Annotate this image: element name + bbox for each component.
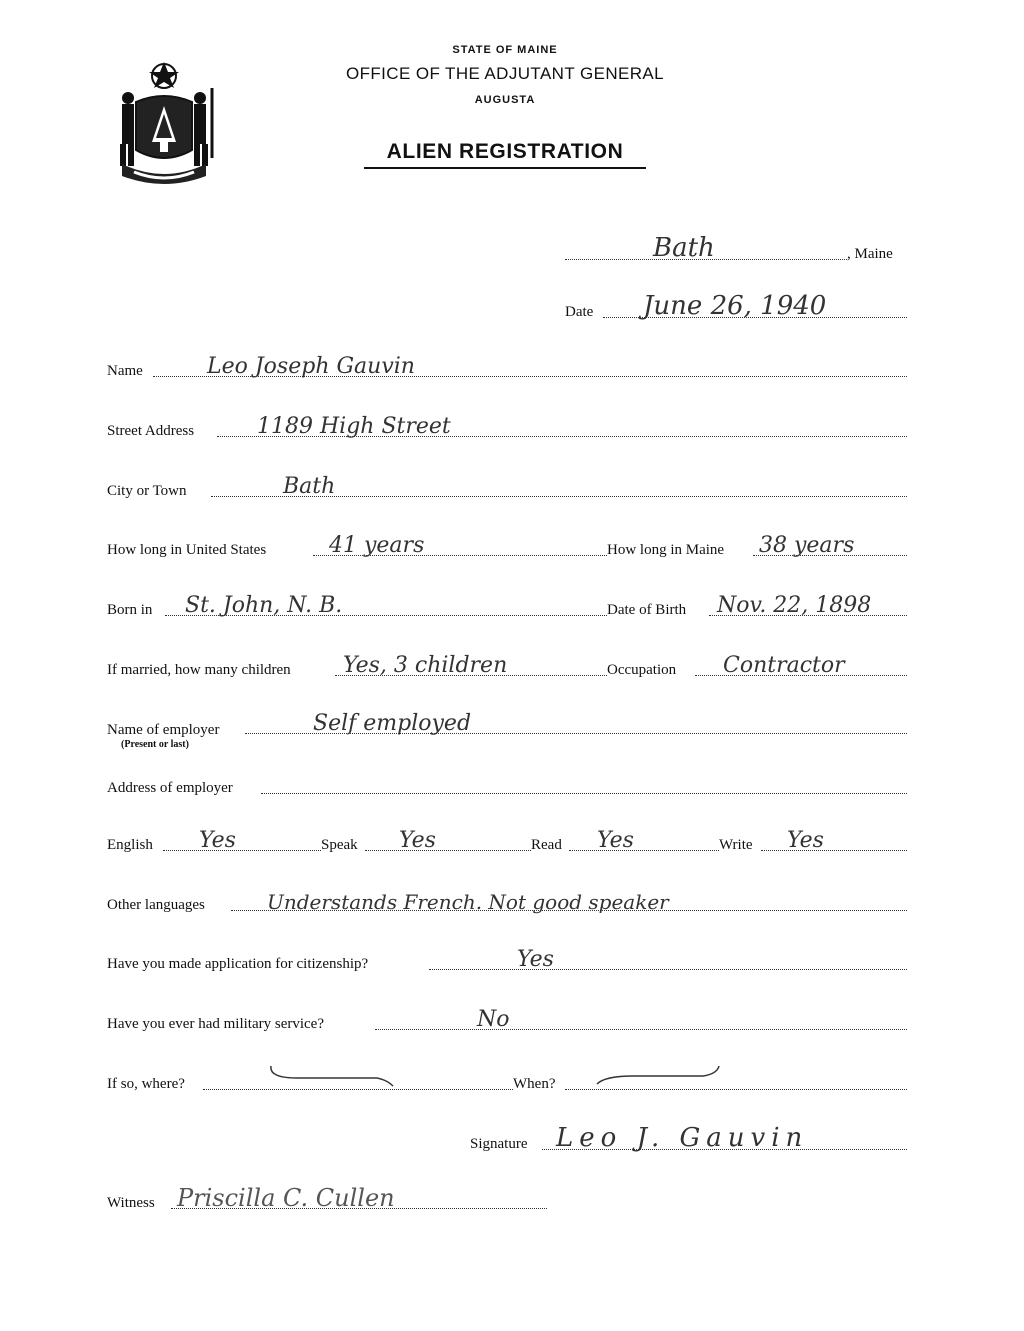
header-state: STATE OF MAINE [452, 44, 558, 56]
signature-value: Leo J. Gauvin [556, 1123, 809, 1153]
witness-value: Priscilla C. Cullen [177, 1184, 395, 1212]
children-label: If married, how many children [107, 662, 291, 678]
place-row [565, 232, 907, 262]
street-label: Street Address [107, 423, 195, 439]
other-languages-row [107, 883, 907, 913]
where-blank-dash [267, 1064, 397, 1088]
date-value: June 26, 1940 [643, 291, 827, 321]
where-row [107, 1062, 907, 1092]
where-label: If so, where? [107, 1076, 185, 1092]
speak-value: Yes [399, 828, 436, 853]
children-value: Yes, 3 children [343, 653, 508, 678]
employer-address-row [107, 766, 907, 796]
read-label: Read [531, 837, 562, 853]
english-row [107, 823, 907, 853]
city-label: City or Town [107, 483, 187, 499]
date-row [565, 290, 907, 320]
occupation-label: Occupation [607, 662, 677, 678]
english-value: Yes [199, 828, 236, 853]
header-office: OFFICE OF THE ADJUTANT GENERAL [345, 64, 665, 83]
speak-label: Speak [321, 837, 358, 853]
street-value: 1189 High Street [257, 414, 451, 439]
city-value: Bath [283, 474, 336, 499]
place-value: Bath [653, 233, 715, 263]
us-duration-value: 41 years [329, 533, 425, 558]
street-row [107, 409, 907, 439]
military-row [107, 1002, 907, 1032]
maine-state-seal-icon [108, 58, 220, 190]
when-blank-dash [593, 1064, 723, 1088]
maine-duration-value: 38 years [759, 533, 855, 558]
military-label: Have you ever had military service? [107, 1016, 324, 1032]
occupation-value: Contractor [723, 653, 845, 678]
children-row [107, 648, 907, 678]
citizenship-value: Yes [517, 947, 554, 972]
us-duration-label: How long in United States [107, 542, 267, 558]
other-languages-value: Understands French. Not good speaker [267, 890, 669, 914]
date-label: Date [565, 304, 594, 320]
birth-date-value: Nov. 22, 1898 [717, 593, 872, 618]
other-languages-label: Other languages [107, 897, 205, 913]
title-underline [364, 167, 646, 169]
signature-row [470, 1122, 907, 1152]
citizenship-row [107, 942, 907, 972]
employer-row [107, 706, 907, 750]
employer-label [107, 723, 219, 750]
maine-duration-label: How long in Maine [607, 542, 725, 558]
write-value: Yes [787, 828, 824, 853]
born-label: Born in [107, 602, 153, 618]
duration-row [107, 528, 907, 558]
employer-value: Self employed [313, 711, 472, 736]
form-title: ALIEN REGISTRATION [386, 140, 624, 163]
born-value: St. John, N. B. [185, 593, 343, 618]
place-suffix: , Maine [847, 246, 893, 262]
english-label: English [107, 837, 153, 853]
name-row [107, 349, 907, 379]
name-value: Leo Joseph Gauvin [207, 354, 415, 379]
birth-date-label: Date of Birth [607, 602, 687, 618]
header-city: AUGUSTA [474, 94, 536, 106]
city-row [107, 469, 907, 499]
read-value: Yes [597, 828, 634, 853]
citizenship-label: Have you made application for citizenship? [107, 956, 369, 972]
birth-row [107, 588, 907, 618]
employer-sublabel: (Present or last) [121, 739, 189, 750]
signature-label: Signature [470, 1136, 528, 1152]
name-label: Name [107, 363, 143, 379]
when-label: When? [513, 1076, 556, 1092]
witness-row [107, 1181, 547, 1211]
military-value: No [477, 1007, 510, 1032]
witness-label: Witness [107, 1195, 155, 1211]
employer-label-text: Name of employer [107, 722, 220, 738]
employer-address-label: Address of employer [107, 780, 233, 796]
write-label: Write [719, 837, 753, 853]
